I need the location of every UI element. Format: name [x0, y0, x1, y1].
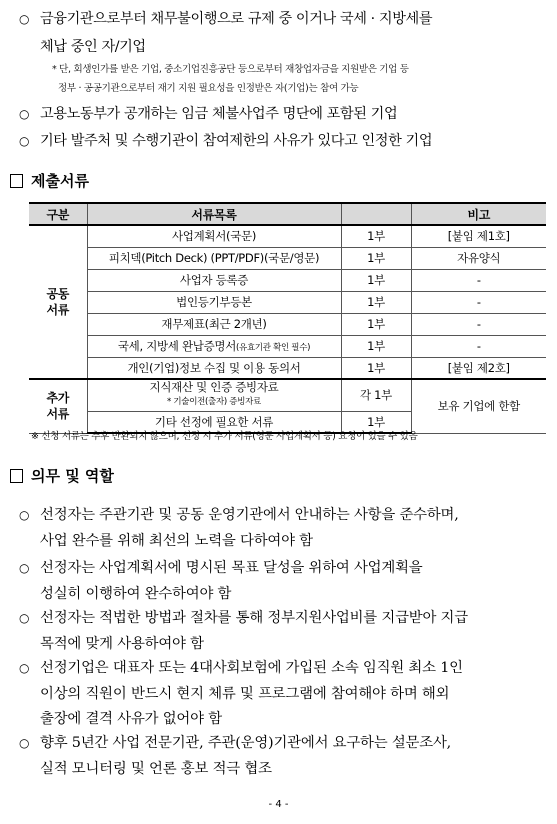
table-header-cell: 비고 [411, 203, 546, 225]
qty-cell: 1부 [341, 357, 411, 379]
remark-cell: [붙임 제2호] [411, 357, 546, 379]
table-header-row [29, 203, 546, 225]
page-number: - 4 - [268, 799, 289, 810]
bullet-note-line: * 단, 회생인가를 받은 기업, 중소기업진흥공단 등으로부터 재창업자금을 지원받은 기업 등 [52, 64, 409, 75]
remark-cell: 자유양식 [411, 247, 546, 269]
qty-cell: 각 1부 [341, 379, 411, 411]
section-heading-duties [10, 465, 114, 486]
qty-cell: 1부 [341, 225, 411, 247]
table-row [29, 313, 546, 335]
remark-cell: - [411, 313, 546, 335]
doc-name-cell: 법인등기부등본 [87, 291, 341, 313]
bullet-marker: ○ [19, 736, 30, 750]
bullet-marker: ○ [19, 12, 30, 26]
duty-line: 사업 완수를 위해 최선의 노력을 다하여야 함 [40, 532, 313, 549]
qty-cell: 1부 [341, 291, 411, 313]
bullet-note-line: 정부 · 공공기관으로부터 재기 지원 필요성을 인정받은 자(기업)는 참여 가능 [58, 83, 359, 94]
group-label-extra: 추가 서류 [29, 379, 87, 433]
duty-line: 선정자는 주관기관 및 공동 운영기관에서 안내하는 사항을 준수하며, [40, 507, 459, 523]
bullet-text: 고용노동부가 공개하는 임금 체불사업주 명단에 포함된 기업 [40, 106, 398, 122]
bullet-marker: ○ [19, 611, 30, 625]
bullet-continuation: 체납 중인 자/기업 [40, 39, 146, 55]
duty-line: 선정자는 적법한 방법과 절차를 통해 정부지원사업비를 지급받아 지급 [40, 610, 468, 626]
doc-name-cell: 기타 선정에 필요한 서류 [87, 411, 341, 433]
bullet-text: 금융기관으로부터 채무불이행으로 규제 중 이거나 국세 · 지방세를 [40, 11, 433, 27]
doc-name-cell: 피치덱(Pitch Deck) (PPT/PDF)(국문/영문) [87, 247, 341, 269]
remark-cell: - [411, 269, 546, 291]
bullet-marker: ○ [19, 508, 30, 522]
qty-cell: 1부 [341, 313, 411, 335]
table-header-cell [341, 203, 411, 225]
remark-cell: - [411, 335, 546, 357]
section-title: 의무 및 역할 [31, 467, 114, 485]
bullet-item [19, 102, 550, 126]
duty-line: 선정기업은 대표자 또는 4대사회보험에 가입된 소속 임직원 최소 1인 [40, 660, 463, 676]
doc-name-cell: 재무제표(최근 2개년) [87, 313, 341, 335]
table-row [29, 291, 546, 313]
table-footnote: ※ 신청 서류는 추후 반환되지 않으며, 선정 시 추가 서류(영문 사업계획서 등) 요청이 있을 수 있음 [31, 431, 418, 442]
doc-name-cell: 개인(기업)정보 수집 및 이용 동의서 [87, 357, 341, 379]
table-header-cell: 구분 [29, 203, 87, 225]
qty-cell: 1부 [341, 411, 411, 433]
bullet-marker: ○ [19, 661, 30, 675]
doc-inline-note: (유효기관 확인 필수) [236, 343, 311, 353]
table-row [29, 379, 546, 411]
table-header-cell: 서류목록 [87, 203, 341, 225]
table-row [29, 335, 546, 357]
duty-line: 향후 5년간 사업 전문기관, 주관(운영)기관에서 요구하는 설문조사, [40, 735, 452, 751]
qty-cell: 1부 [341, 247, 411, 269]
group-label-common: 공동 서류 [29, 225, 87, 379]
bullet-item [19, 129, 550, 153]
table-row [29, 225, 546, 247]
duty-item [19, 656, 550, 733]
duty-line: 선정자는 사업계획서에 명시된 목표 달성을 위하여 사업계획을 [40, 560, 423, 576]
checkbox-square-icon [10, 469, 23, 483]
bullet-marker: ○ [19, 561, 30, 575]
checkbox-square-icon [10, 174, 23, 188]
bullet-item [19, 7, 550, 31]
remark-cell: - [411, 291, 546, 313]
duty-line: 이상의 직원이 반드시 현지 체류 및 프로그램에 참여해야 하며 해외 [40, 685, 450, 702]
duty-line: 성실히 이행하여 완수하여야 함 [40, 585, 232, 602]
doc-name-cell: 국세, 지방세 완납증명서(유효기관 확인 필수) [87, 335, 341, 357]
documents-table [29, 202, 546, 434]
doc-sub-note: * 기술이전(출자) 증빙자료 [167, 397, 261, 408]
duty-line: 실적 모니터링 및 언론 홍보 적극 협조 [40, 760, 272, 777]
doc-name-cell: 지식재산 및 인증 증빙자료 * 기술이전(출자) 증빙자료 [87, 379, 341, 411]
table-row [29, 247, 546, 269]
qty-cell: 1부 [341, 269, 411, 291]
section-title: 제출서류 [31, 172, 89, 190]
duty-line: 목적에 맞게 사용하여야 함 [40, 635, 204, 652]
qty-cell: 1부 [341, 335, 411, 357]
section-heading-documents [10, 170, 89, 191]
table-row [29, 357, 546, 379]
remark-cell: [붙임 제1호] [411, 225, 546, 247]
bullet-marker: ○ [19, 134, 30, 148]
duty-item [19, 731, 550, 782]
duty-line: 출장에 결격 사유가 없어야 함 [40, 711, 222, 727]
duty-item [19, 606, 550, 657]
doc-name-cell: 사업계획서(국문) [87, 225, 341, 247]
bullet-marker: ○ [19, 107, 30, 121]
doc-name-cell: 사업자 등록증 [87, 269, 341, 291]
bullet-text: 기타 발주처 및 수행기관이 참여제한의 사유가 있다고 인정한 기업 [40, 133, 433, 149]
duty-item [19, 556, 550, 607]
remark-cell: 보유 기업에 한함 [411, 379, 546, 433]
duty-item [19, 503, 550, 554]
table-row [29, 269, 546, 291]
